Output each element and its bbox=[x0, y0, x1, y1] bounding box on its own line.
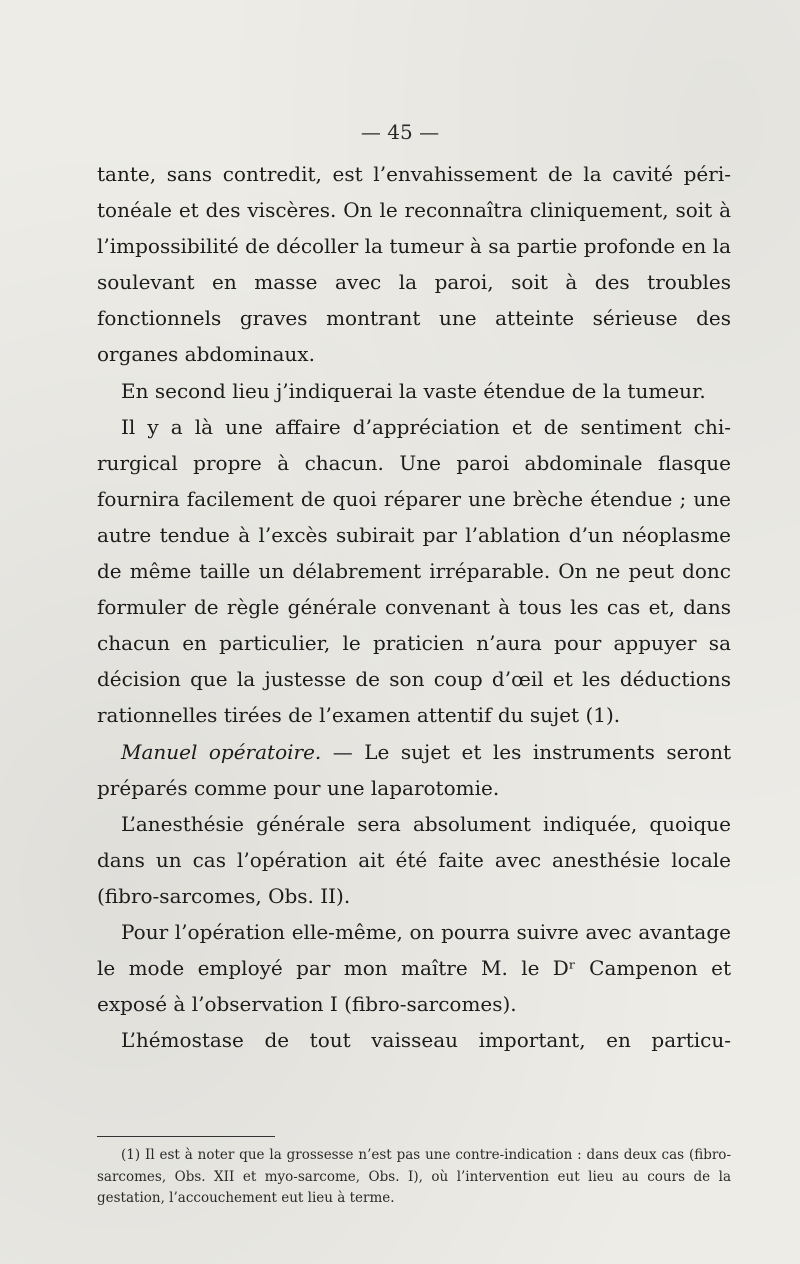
paragraph-4-text: — Le sujet et les instruments seront préparés comme pour une laparotomie. bbox=[97, 739, 731, 800]
footnote-text: (1) Il est à noter que la grossesse n’est pas une contre-indication : dans deux cas (fibro-sarcomes, Obs. XII et myo-sarcome, Obs. I), où l’intervention eut lieu au cours de la gestation, l’accouchement eut lieu à terme. bbox=[97, 1147, 731, 1206]
body-text bbox=[97, 156, 731, 1058]
footnote-divider bbox=[97, 1136, 275, 1137]
paragraph-3: Il y a là une affaire d’appréciation et de sentiment chirurgical propre à chacun. Une paroi abdominale flasque fournira facilement de quoi réparer une brèche étendue ; une autre tendue à l’excès subirait par l’ablation d’un néoplasme de même taille un délabrement irréparable. On ne peut donc formuler de règle générale convenant à tous les cas et, dans chacun en particulier, le praticien n’aura pour appuyer sa décision que la justesse de son coup d’œil et les déductions rationnelles tirées de l’examen attentif du sujet (1). bbox=[97, 414, 731, 728]
paragraph-1: tante, sans contredit, est l’envahissement de la cavité péritonéale et des viscères. On le reconnaîtra cliniquement, soit à l’impossibilité de décoller la tumeur à sa partie profonde en la soulevant en masse avec la paroi, soit à des troubles fonctionnels graves montrant une atteinte sérieuse des organes abdominaux. bbox=[97, 162, 731, 367]
paragraph-7: L’hémostase de tout vaisseau important, en particu- bbox=[121, 1028, 731, 1053]
section-heading: Manuel opératoire. bbox=[121, 739, 322, 764]
paragraph-6: Pour l’opération elle-même, on pourra suivre avec avantage le mode employé par mon maître M. le Dʳ Campenon et exposé à l’observation I (fibro-sarcomes). bbox=[97, 919, 731, 1017]
paragraph-5: L’anesthésie générale sera absolument indiquée, quoique dans un cas l’opération ait été faite avec anesthésie locale (fibro-sarcomes, Obs. II). bbox=[97, 811, 731, 908]
paragraph-2: En second lieu j’indiquerai la vaste étendue de la tumeur. bbox=[121, 378, 706, 403]
page-number: — 45 — bbox=[360, 120, 440, 144]
paragraph-4 bbox=[97, 734, 731, 806]
footnote bbox=[97, 1145, 731, 1210]
